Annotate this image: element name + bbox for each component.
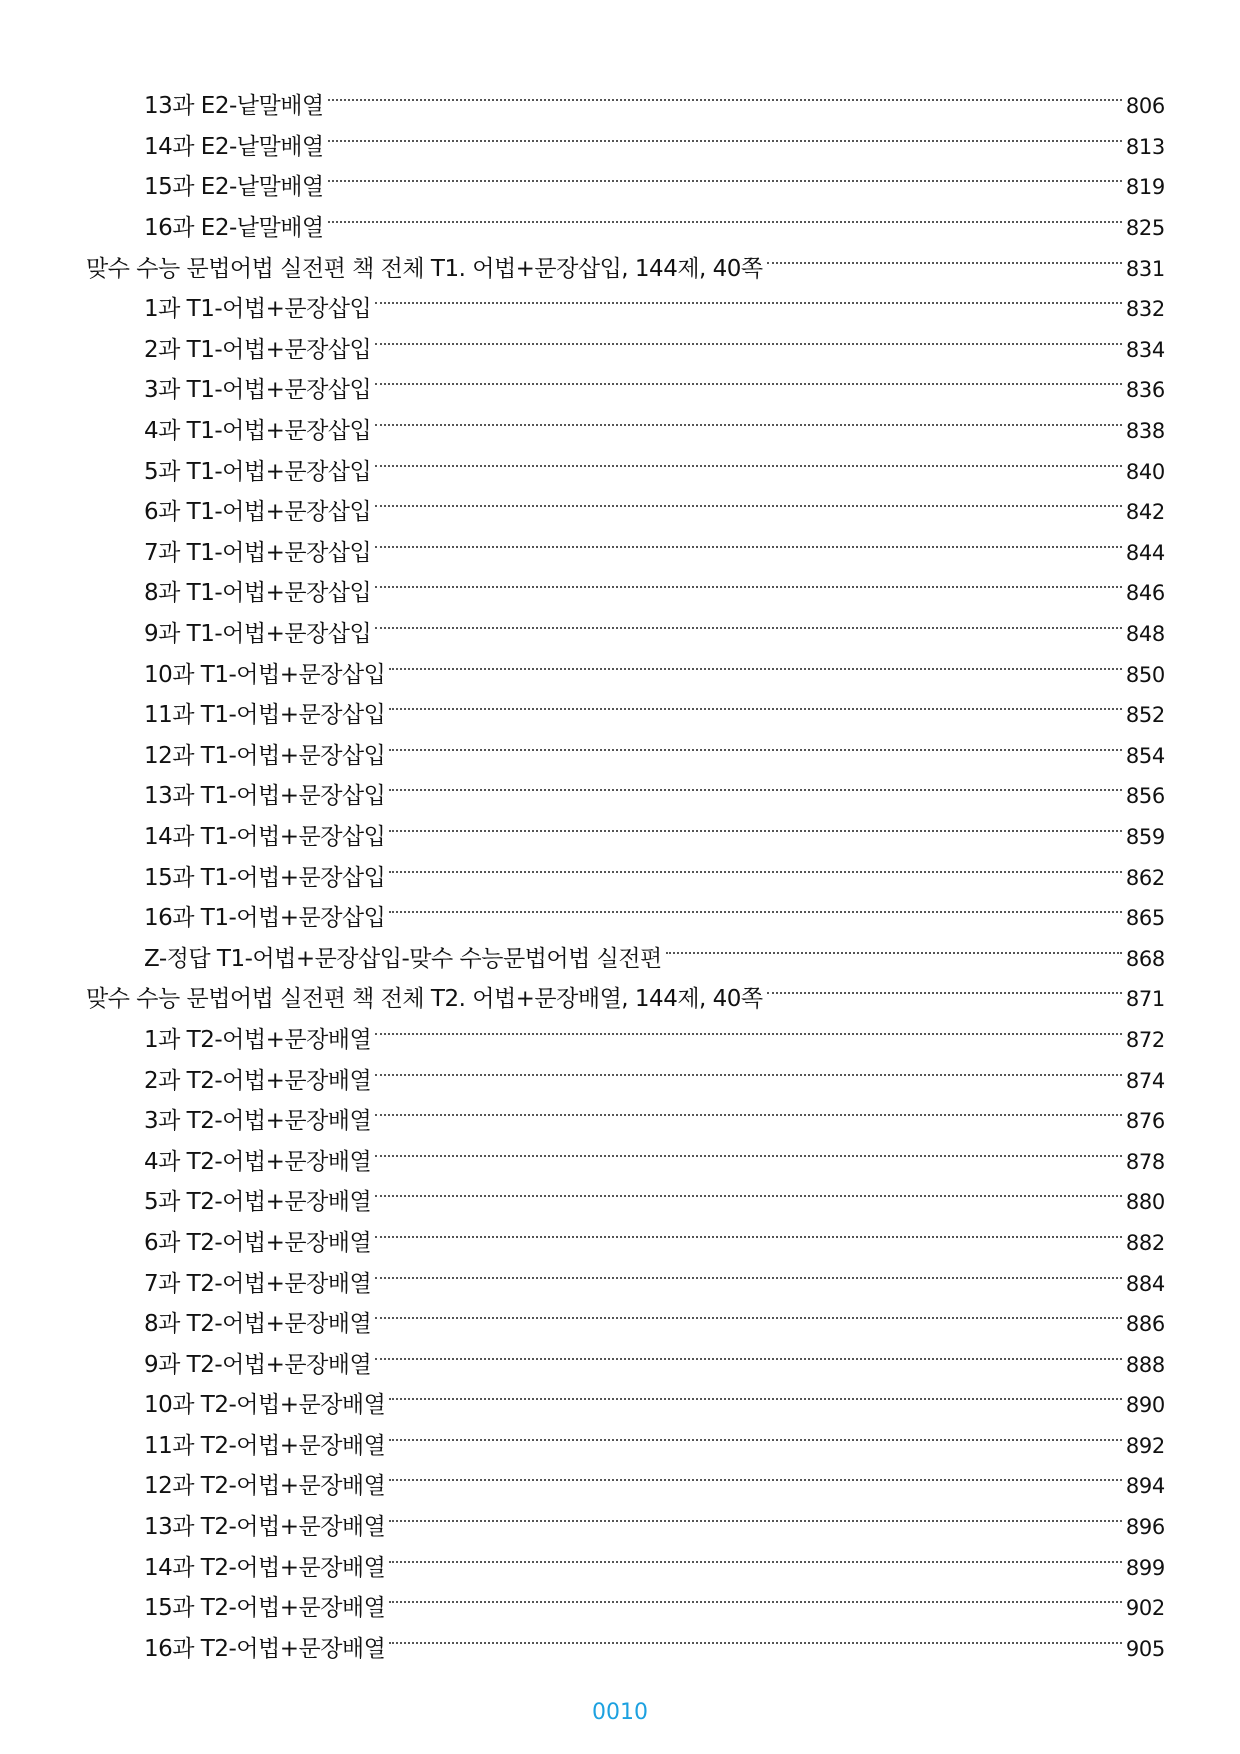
toc-entry-page-number: 859 <box>1125 824 1165 849</box>
toc-dot-leader <box>328 221 1122 223</box>
toc-entry-page-number: 844 <box>1125 540 1165 565</box>
toc-entry[interactable] <box>0 533 1240 574</box>
toc-entry[interactable] <box>0 1020 1240 1061</box>
toc-entry-title: 11과 T2-어법+문장배열 <box>144 1432 386 1459</box>
toc-dot-leader <box>767 262 1122 264</box>
toc-dot-leader <box>375 505 1122 507</box>
toc-entry-page-number: 836 <box>1125 378 1165 403</box>
toc-entry-page-number: 886 <box>1125 1312 1165 1337</box>
toc-entry-page-number: 831 <box>1125 256 1165 281</box>
toc-entry[interactable] <box>0 1507 1240 1548</box>
toc-dot-leader <box>767 992 1122 994</box>
toc-dot-leader <box>389 749 1121 751</box>
toc-entry-page-number: 856 <box>1125 784 1165 809</box>
toc-entry-title: 13과 T2-어법+문장배열 <box>144 1514 386 1541</box>
toc-dot-leader <box>375 383 1122 385</box>
toc-entry[interactable] <box>0 1385 1240 1426</box>
toc-entry-page-number: 894 <box>1125 1474 1165 1499</box>
toc-entry-page-number: 852 <box>1125 703 1165 728</box>
toc-dot-leader <box>375 1033 1122 1035</box>
toc-entry-title: 12과 T1-어법+문장삽입 <box>144 742 386 769</box>
toc-entry-title: 4과 T2-어법+문장배열 <box>144 1148 372 1175</box>
toc-dot-leader <box>375 1114 1122 1116</box>
toc-entry[interactable] <box>0 1182 1240 1223</box>
toc-entry[interactable] <box>0 127 1240 168</box>
toc-entry-title: 7과 T2-어법+문장배열 <box>144 1270 372 1297</box>
toc-entry[interactable] <box>0 411 1240 452</box>
toc-dot-leader <box>375 546 1122 548</box>
toc-entry-page-number: 834 <box>1125 337 1165 362</box>
toc-dot-leader <box>375 586 1122 588</box>
toc-entry-title: 16과 E2-낱말배열 <box>144 215 324 242</box>
toc-entry-title: 3과 T1-어법+문장삽입 <box>144 377 372 404</box>
toc-entry[interactable] <box>0 736 1240 777</box>
toc-entry[interactable] <box>0 695 1240 736</box>
toc-entry[interactable] <box>0 330 1240 371</box>
toc-entry[interactable] <box>0 1344 1240 1385</box>
toc-entry-title: 2과 T1-어법+문장삽입 <box>144 336 372 363</box>
toc-entry-page-number: 813 <box>1125 134 1165 159</box>
toc-entry-page-number: 876 <box>1125 1109 1165 1134</box>
toc-dot-leader <box>389 1561 1121 1563</box>
toc-entry-title: 7과 T1-어법+문장삽입 <box>144 539 372 566</box>
toc-section-heading[interactable] <box>0 979 1240 1020</box>
toc-entry[interactable] <box>0 654 1240 695</box>
toc-entry-page-number: 806 <box>1125 94 1165 119</box>
toc-entry[interactable] <box>0 492 1240 533</box>
toc-entry-page-number: 838 <box>1125 419 1165 444</box>
toc-entry[interactable] <box>0 573 1240 614</box>
toc-entry-page-number: 840 <box>1125 459 1165 484</box>
toc-entry-title: 10과 T1-어법+문장삽입 <box>144 661 386 688</box>
toc-entry-page-number: 874 <box>1125 1068 1165 1093</box>
toc-entry-page-number: 878 <box>1125 1149 1165 1174</box>
toc-entry-title: 6과 T2-어법+문장배열 <box>144 1229 372 1256</box>
toc-dot-leader <box>389 911 1121 913</box>
page-number: 0010 <box>592 1700 648 1725</box>
toc-dot-leader <box>375 1277 1122 1279</box>
toc-entry-page-number: 819 <box>1125 175 1165 200</box>
toc-entry[interactable] <box>0 1304 1240 1345</box>
toc-entry-page-number: 892 <box>1125 1433 1165 1458</box>
toc-entry-title: 3과 T2-어법+문장배열 <box>144 1108 372 1135</box>
toc-entry-title: 14과 T1-어법+문장삽입 <box>144 823 386 850</box>
toc-entry[interactable] <box>0 370 1240 411</box>
toc-entry-page-number: 846 <box>1125 581 1165 606</box>
toc-dot-leader <box>328 99 1122 101</box>
toc-entry[interactable] <box>0 898 1240 939</box>
toc-entry-title: 16과 T1-어법+문장삽입 <box>144 905 386 932</box>
toc-entry[interactable] <box>0 938 1240 979</box>
toc-entry-page-number: 872 <box>1125 1027 1165 1052</box>
toc-entry[interactable] <box>0 1426 1240 1467</box>
toc-dot-leader <box>375 1358 1122 1360</box>
toc-entry-page-number: 896 <box>1125 1515 1165 1540</box>
toc-entry[interactable] <box>0 1547 1240 1588</box>
toc-entry[interactable] <box>0 614 1240 655</box>
toc-entry[interactable] <box>0 1223 1240 1264</box>
toc-entry-page-number: 842 <box>1125 500 1165 525</box>
toc-dot-leader <box>375 1074 1122 1076</box>
toc-dot-leader <box>389 1520 1121 1522</box>
toc-entry[interactable] <box>0 86 1240 127</box>
table-of-contents <box>0 86 1240 1669</box>
toc-dot-leader <box>328 180 1122 182</box>
toc-dot-leader <box>375 343 1122 345</box>
toc-entry[interactable] <box>0 167 1240 208</box>
toc-entry[interactable] <box>0 1101 1240 1142</box>
toc-entry-title: 1과 T1-어법+문장삽입 <box>144 296 372 323</box>
toc-entry-page-number: 871 <box>1125 987 1165 1012</box>
toc-entry-title: 9과 T2-어법+문장배열 <box>144 1351 372 1378</box>
toc-entry[interactable] <box>0 208 1240 249</box>
toc-entry-page-number: 884 <box>1125 1271 1165 1296</box>
toc-dot-leader <box>389 871 1121 873</box>
toc-entry-page-number: 825 <box>1125 216 1165 241</box>
toc-entry[interactable] <box>0 817 1240 858</box>
toc-entry-page-number: 865 <box>1125 906 1165 931</box>
toc-entry[interactable] <box>0 857 1240 898</box>
toc-entry-title: 15과 T1-어법+문장삽입 <box>144 864 386 891</box>
toc-entry-title: 13과 E2-낱말배열 <box>144 93 324 120</box>
toc-entry-title: 맞수 수능 문법어법 실전편 책 전체 T2. 어법+문장배열, 144제, 40쪽 <box>86 986 763 1013</box>
toc-entry-page-number: 890 <box>1125 1393 1165 1418</box>
toc-entry-title: 12과 T2-어법+문장배열 <box>144 1473 386 1500</box>
toc-entry[interactable] <box>0 1263 1240 1304</box>
toc-dot-leader <box>389 1642 1121 1644</box>
toc-entry-title: 13과 T1-어법+문장삽입 <box>144 783 386 810</box>
toc-entry-page-number: 850 <box>1125 662 1165 687</box>
toc-dot-leader <box>375 424 1122 426</box>
toc-entry-title: 11과 T1-어법+문장삽입 <box>144 702 386 729</box>
toc-entry[interactable] <box>0 1629 1240 1670</box>
toc-entry-title: 8과 T2-어법+문장배열 <box>144 1311 372 1338</box>
toc-entry-title: 2과 T2-어법+문장배열 <box>144 1067 372 1094</box>
toc-dot-leader <box>389 1439 1121 1441</box>
toc-dot-leader <box>328 140 1122 142</box>
toc-dot-leader <box>389 1398 1121 1400</box>
toc-dot-leader <box>375 1317 1122 1319</box>
toc-entry-page-number: 902 <box>1125 1596 1165 1621</box>
toc-entry-title: 8과 T1-어법+문장삽입 <box>144 580 372 607</box>
toc-dot-leader <box>389 830 1121 832</box>
toc-entry-title: 15과 E2-낱말배열 <box>144 174 324 201</box>
toc-entry-page-number: 899 <box>1125 1555 1165 1580</box>
toc-dot-leader <box>375 1195 1122 1197</box>
toc-entry-title: 16과 T2-어법+문장배열 <box>144 1635 386 1662</box>
toc-dot-leader <box>389 668 1121 670</box>
toc-entry-title: 5과 T1-어법+문장삽입 <box>144 458 372 485</box>
toc-entry-page-number: 880 <box>1125 1190 1165 1215</box>
toc-entry[interactable] <box>0 451 1240 492</box>
toc-entry-page-number: 854 <box>1125 743 1165 768</box>
toc-dot-leader <box>389 708 1121 710</box>
toc-dot-leader <box>375 302 1122 304</box>
toc-entry-page-number: 888 <box>1125 1352 1165 1377</box>
toc-entry[interactable] <box>0 776 1240 817</box>
toc-section-heading[interactable] <box>0 248 1240 289</box>
toc-dot-leader <box>389 1601 1121 1603</box>
toc-dot-leader <box>389 1479 1121 1481</box>
toc-entry-title: 9과 T1-어법+문장삽입 <box>144 621 372 648</box>
toc-entry-page-number: 848 <box>1125 622 1165 647</box>
toc-dot-leader <box>375 1236 1122 1238</box>
toc-dot-leader <box>375 465 1122 467</box>
toc-dot-leader <box>389 789 1121 791</box>
toc-entry-title: 4과 T1-어법+문장삽입 <box>144 418 372 445</box>
toc-dot-leader <box>375 627 1122 629</box>
toc-entry-page-number: 832 <box>1125 297 1165 322</box>
toc-entry[interactable] <box>0 1466 1240 1507</box>
toc-entry-title: 14과 E2-낱말배열 <box>144 133 324 160</box>
toc-entry[interactable] <box>0 289 1240 330</box>
toc-entry-title: Z-정답 T1-어법+문장삽입-맞수 수능문법어법 실전편 <box>144 945 662 972</box>
toc-entry-title: 10과 T2-어법+문장배열 <box>144 1392 386 1419</box>
toc-entry-page-number: 868 <box>1125 946 1165 971</box>
toc-entry[interactable] <box>0 1588 1240 1629</box>
toc-entry-page-number: 862 <box>1125 865 1165 890</box>
toc-dot-leader <box>666 952 1122 954</box>
toc-entry-title: 14과 T2-어법+문장배열 <box>144 1554 386 1581</box>
toc-entry-title: 1과 T2-어법+문장배열 <box>144 1026 372 1053</box>
toc-entry-title: 5과 T2-어법+문장배열 <box>144 1189 372 1216</box>
toc-dot-leader <box>375 1155 1122 1157</box>
toc-entry[interactable] <box>0 1060 1240 1101</box>
toc-entry-title: 15과 T2-어법+문장배열 <box>144 1595 386 1622</box>
toc-entry-page-number: 882 <box>1125 1230 1165 1255</box>
toc-entry-title: 맞수 수능 문법어법 실전편 책 전체 T1. 어법+문장삽입, 144제, 40쪽 <box>86 255 763 282</box>
toc-entry-page-number: 905 <box>1125 1636 1165 1661</box>
toc-entry-title: 6과 T1-어법+문장삽입 <box>144 499 372 526</box>
toc-entry[interactable] <box>0 1141 1240 1182</box>
